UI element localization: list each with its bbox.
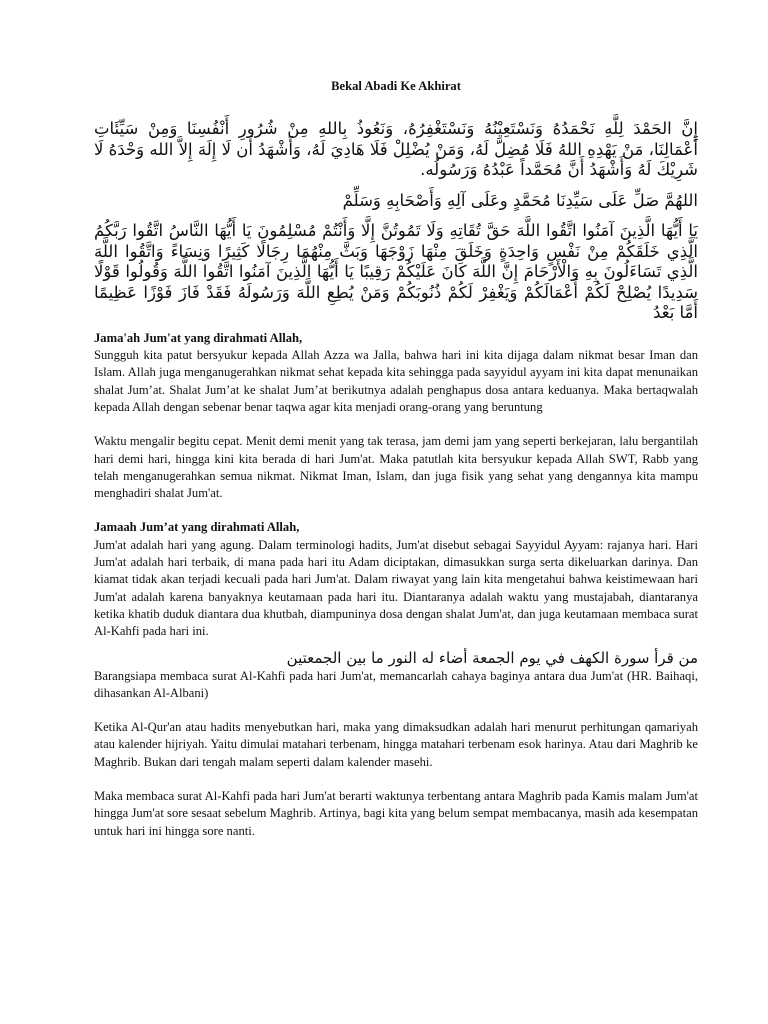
paragraph-waktu-kahfi: Maka membaca surat Al-Kahfi pada hari Jum'at berarti waktunya terbentang antara Maghrib pada Kamis malam Jum'at hingga Jum'at sore sesaat sebelum Maghrib. Artinya, bagi kita yang belum sempat membacanya, masih ada kesempatan untuk hari ini hingga sore nanti.: [94, 789, 698, 838]
paragraph-spacer: [94, 771, 698, 788]
document-title: Bekal Abadi Ke Akhirat: [331, 79, 461, 93]
hadith-translation: Barangsiapa membaca surat Al-Kahfi pada hari Jum'at, memancarlah cahaya baginya antara dua Jum'at (HR. Baihaqi, dihasankan Al-Albani): [94, 668, 698, 700]
paragraph-spacer: [94, 416, 698, 433]
section2-paragraph-1: Jum'at adalah hari yang agung. Dalam terminologi hadits, Jum'at disebut sebagai Sayyidul Ayyam: rajanya hari. Hari Jum'at adalah hari terbaik, di mana pada hari itu Adam diciptakan, dimasukkan surga serta dikeluarkan darinya. Dan kiamat tidak akan terjadi kecuali pada hari Jum'at. Dalam riwayat yang lain kita mengetahui bahwa keistimewaan hari Jum'at adalah karena banyaknya keutamaan pada hari itu. Diantaranya adalah waktu yang mustajabah, diantaranya ketika khatib duduk diantara dua khutbah, diampuninya dosa dengan shalat Jum'at, dan juga keutamaan membaca surat Al-Kahfi pada hari ini.: [94, 537, 698, 639]
arabic-opening-prayer: إِنَّ الحَمْدَ لِلَّهِ نَحْمَدُهُ وَنَسْتَعِيْنُهُ وَنَسْتَغْفِرُهُ، وَنَعُوذُ بِاللهِ مِنْ شُرُورِ أَنْفُسِنَا وَمِنْ سَيِّئَاتِ أَعْمَالِنَا، مَنْ يَهْدِهِ اللهُ فَلَا مُضِلَّ لَهُ، وَمَنْ يُضْلِلْ فَلَا هَادِيَ لَهُ، وَأَشْهَدُ أَن لَا إِلَهَ إِلاَّ الله وَحْدَهُ لَا شَرِيْكَ لَهُ وَأَشْهَدُ أَنَّ مُحَمَّداً عَبْدُهُ وَرَسُولُه.: [94, 119, 698, 180]
arabic-quran-verses: يَا أَيُّهَا الَّذِينَ آمَنُوا اتَّقُوا اللَّهَ حَقَّ تُقَاتِهِ وَلَا تَمُوتُنَّ إِلَّا وَأَنْتُمْ مُسْلِمُونَ يَا أَيُّهَا النَّاسُ اتَّقُوا رَبَّكُمُ الَّذِي خَلَقَكُمْ مِنْ نَفْسٍ وَاحِدَةٍ وَخَلَقَ مِنْهَا زَوْجَهَا وَبَثَّ مِنْهُمَا رِجَالًا كَثِيرًا وَنِسَاءً وَاتَّقُوا اللَّهَ الَّذِي تَسَاءَلُونَ بِهِ وَالْأَرْحَامَ إِنَّ اللَّهَ كَانَ عَلَيْكُمْ رَقِيبًا يَا أَيُّهَا الَّذِينَ آمَنُوا اتَّقُوا اللَّهَ وَقُولُوا قَوْلًا سَدِيدًا يُصْلِحْ لَكُمْ أَعْمَالَكُمْ وَيَغْفِرْ لَكُمْ ذُنُوبَكُمْ وَمَنْ يُطِعِ اللَّهَ وَرَسُولَهُ فَقَدْ فَازَ فَوْزًا عَظِيمًا أَمَّا بَعْدُ: [94, 221, 698, 323]
arabic-salawat: اللهُمَّ صَلِّ عَلَى سَيِّدِنَا مُحَمَّدٍ وعَلَى آلِهِ وَأَصْحَابِهِ وَسَلِّمْ: [342, 190, 698, 210]
document-content: [94, 78, 698, 840]
section2-heading: Jamaah Jum’at yang dirahmati Allah,: [94, 520, 300, 535]
paragraph-hari-qamariyah: Ketika Al-Qur'an atau hadits menyebutkan hari, maka yang dimaksudkan adalah hari menurut perhitungan qamariyah atau kalender hijriyah. Yaitu dimulai matahari terbenam, hingga matahari terbenam esok harinya. Atau dari Maghrib ke Maghrib. Bukan dari tengah malam seperti dalam kalender masehi.: [94, 720, 698, 769]
section1-paragraph-1: Sungguh kita patut bersyukur kepada Allah Azza wa Jalla, bahwa hari ini kita dijaga dalam nikmat besar Iman dan Islam. Allah juga menganugerahkan nikmat sehat kepada kita sehingga pada sayyidul ayyam ini kita dapat menunaikan shalat Jum’at. Shalat Jum’at ke shalat Jum’at berikutnya adalah penghapus dosa antara keduanya. Maka bertaqwalah kepada Allah dengan sebenar benar taqwa agar kita menjadi orang-orang yang beruntung: [94, 348, 698, 414]
section1-paragraph-2: Waktu mengalir begitu cepat. Menit demi menit yang tak terasa, jam demi jam yang seperti berkejaran, lalu bergantilah hari demi hari, hingga kini kita berada di hari Jum'at. Maka patutlah kita bersyukur kepada Allah SWT, Rabb yang telah menganugerahkan semua nikmat. Nikmat Iman, Islam, dan juga fisik yang sehat yang dengannya kita mampu menghadiri shalat Jum'at.: [94, 434, 698, 501]
paragraph-spacer: [94, 702, 698, 719]
arabic-hadith: من قرأ سورة الكهف في يوم الجمعة أضاء له النور ما بين الجمعتين: [286, 648, 698, 667]
paragraph-spacer: [94, 502, 698, 519]
section1-heading: Jama'ah Jum'at yang dirahmati Allah,: [94, 330, 303, 345]
